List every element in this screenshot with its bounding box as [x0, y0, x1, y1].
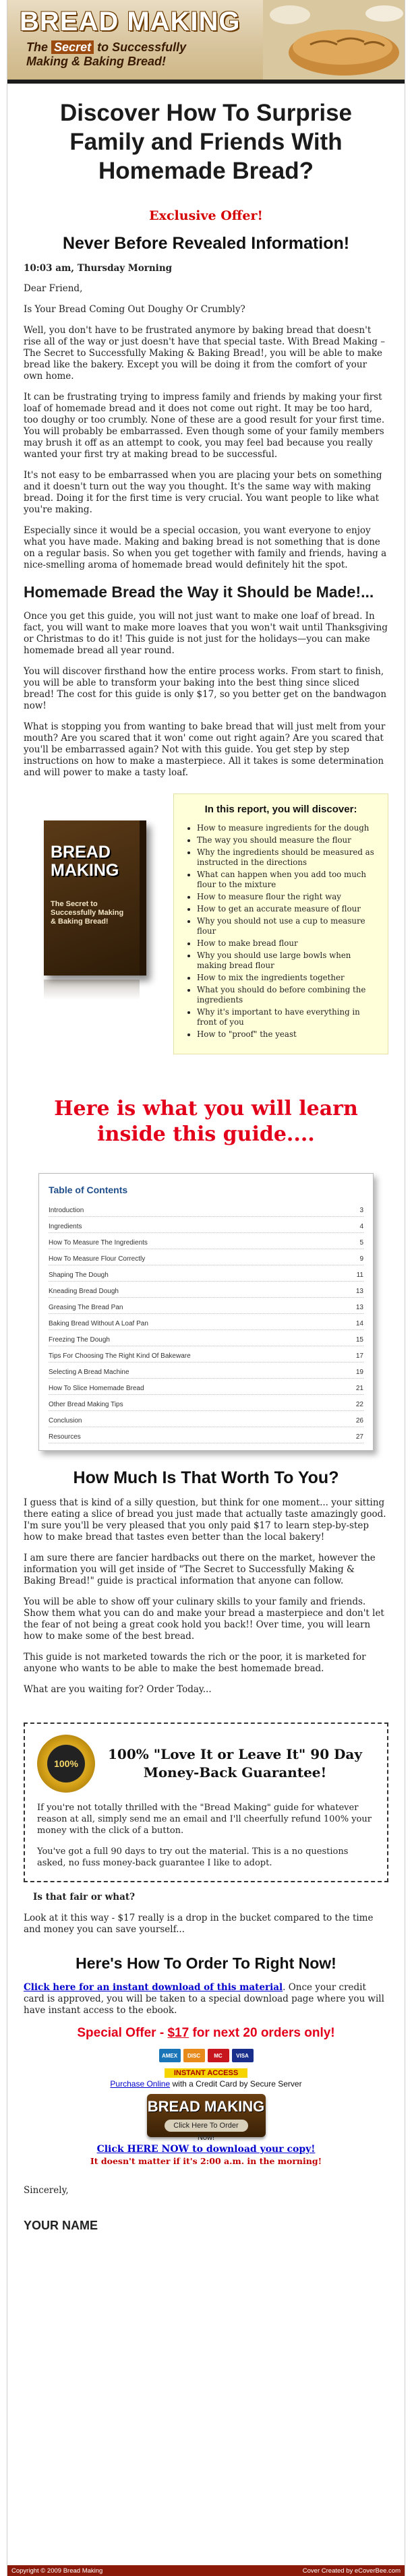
- toc-label: Greasing The Bread Pan: [49, 1304, 123, 1311]
- toc-row: [49, 1233, 363, 1249]
- worth-paragraph: You will be able to show off your culinary skills to your family and friends. Show them what you can do and make your bread a masterpiece and don't let the fear of not being a great cook hold you back!! Over time, you will learn how to make some of the best bread.: [24, 1596, 384, 1642]
- toc-label: Tips For Choosing The Right Kind Of Bakeware: [49, 1352, 191, 1360]
- order-title: Here's How To Order To Right Now!: [76, 1954, 336, 1972]
- toc-label: Freezing The Dough: [49, 1336, 110, 1344]
- report-item: • The way you should measure the flour: [197, 835, 377, 845]
- fair-paragraph: Look at it this way - $17 really is a drop in the bucket compared to the time and money you can save yourself...: [24, 1913, 374, 1935]
- order-button-title: BREAD MAKING: [147, 2098, 265, 2115]
- guarantee-seal-icon: [37, 1735, 95, 1793]
- toc-row: [49, 1249, 363, 1265]
- brand-sub-highlight: Secret: [51, 40, 94, 54]
- toc-page: 26: [355, 1417, 363, 1425]
- toc-page: 13: [355, 1288, 363, 1295]
- worth-paragraph: This guide is not marketed towards the rich or the poor, it is marketed for anyone who wants to be able to make the best homemade bread.: [24, 1652, 366, 1674]
- credit-cards: [24, 2049, 388, 2062]
- worth-paragraph: I am sure there are fancier hardbacks out there on the market, however the information you will get inside of "The Secret to Successfully Making & Baking Bread!" guide is practical information that anyone can follow.: [24, 1553, 376, 1586]
- toc-row: [49, 1379, 363, 1395]
- toc-image: [24, 1173, 388, 1451]
- section-paragraph: You will discover firsthand how the entire process works. From start to finish, you will be able to transform your baking into the best thing since sliced bread! The cost for this guide is only $17, so you better get on the bandwagon now!: [24, 666, 387, 711]
- guarantee-title: 100% "Love It or Leave It" 90 Day Money-Back Guarantee!: [108, 1746, 362, 1780]
- intro-greeting: Dear Friend,: [24, 283, 83, 294]
- learn-title: Here is what you will learn inside this guide....: [54, 1097, 358, 1146]
- toc-row: [49, 1314, 363, 1330]
- toc-row: [49, 1427, 363, 1443]
- section-homemade-title: Homemade Bread the Way it Should be Made!...: [24, 583, 374, 601]
- ebook-cover-image: [32, 820, 158, 1002]
- bread-image: [263, 0, 405, 80]
- report-box: [173, 793, 388, 1054]
- toc-row: [49, 1411, 363, 1427]
- report-item: • What can happen when you add too much flour to the mixture: [197, 870, 377, 890]
- brand-title: BREAD MAKING: [20, 7, 241, 36]
- report-item: • Why it's important to have everything in front of you: [197, 1007, 377, 1027]
- toc-rows: [49, 1201, 363, 1443]
- report-item: • Why you should not use a cup to measure flour: [197, 916, 377, 936]
- brand-subtitle: [26, 40, 186, 69]
- toc-page: 5: [359, 1239, 363, 1247]
- toc-label: Shaping The Dough: [49, 1271, 109, 1279]
- toc-title: Table of Contents: [49, 1185, 128, 1195]
- toc-label: How To Measure The Ingredients: [49, 1239, 148, 1247]
- report-section: [24, 793, 388, 1054]
- guarantee-paragraph: You've got a full 90 days to try out the material. This is a no questions asked, no fuss money-back guarantee I like to adopt.: [37, 1847, 349, 1868]
- purchase-post: with a Credit Card by Secure Server: [172, 2079, 302, 2089]
- toc-page: 17: [355, 1352, 363, 1360]
- instant-access-badge: INSTANT ACCESS: [165, 2068, 247, 2078]
- sales-page: [7, 0, 405, 2576]
- order-rest: . Once your credit card is approved, you will be taken to a special download page where you will have instant access to the ebook.: [24, 1982, 384, 2016]
- discover-icon: DISC: [183, 2049, 205, 2062]
- instant-download-link[interactable]: Click here for an instant download of this material: [24, 1982, 283, 1993]
- footer-bar: [7, 2565, 405, 2576]
- ebook-title-line2: MAKING: [51, 861, 119, 880]
- guarantee-box: [24, 1723, 388, 1882]
- toc-page: 22: [355, 1401, 363, 1408]
- never-revealed-title: Never Before Revealed Information!: [62, 234, 350, 253]
- intro-question: Is Your Bread Coming Out Doughy Or Crumbly?: [24, 304, 245, 315]
- toc-row: [49, 1201, 363, 1217]
- toc-label: Baking Bread Without A Loaf Pan: [49, 1320, 148, 1327]
- toc-page: 14: [355, 1320, 363, 1327]
- toc-page: 3: [359, 1207, 363, 1214]
- special-price: $17: [167, 2026, 189, 2040]
- report-list: [185, 823, 377, 1040]
- toc-page: 27: [355, 1433, 363, 1441]
- report-item: • Why you should use large bowls when making bread flour: [197, 951, 377, 971]
- main-content: [7, 98, 405, 2233]
- toc-label: How To Measure Flour Correctly: [49, 1255, 146, 1263]
- intro-paragraph: Well, you don't have to be frustrated anymore by baking bread that doesn't rise all of the way or just doesn't have that special taste. With Bread Making – The Secret to Successfully Making & Baking Bread!, you will be able to make bread like the bakery. Except you will be doing it from the comfort of your own home.: [24, 325, 385, 382]
- fair-question: Is that fair or what?: [33, 1892, 135, 1903]
- section-paragraph: Once you get this guide, you will not just want to make one loaf of bread. In fact, you will want to make more loaves that you won't wait until Thanksgiving or Christmas to do it! This guide is not just for the holidays—you can make homemade bread all year round.: [24, 611, 388, 656]
- toc-row: [49, 1282, 363, 1298]
- purchase-note: [24, 2079, 388, 2089]
- seal-text: 100%: [47, 1745, 85, 1783]
- report-item: • How to make bread flour: [197, 938, 377, 949]
- report-title: In this report, you will discover:: [204, 804, 357, 815]
- toc-row: [49, 1395, 363, 1411]
- toc-label: Kneading Bread Dough: [49, 1288, 119, 1295]
- intro-paragraph: Especially since it would be a special occasion, you want everyone to enjoy what you have made. Making and baking bread is not something that is done on a regular basis. So when you get together with family and friends, having a nice-smelling aroma of homemade bread would definitely hit the spot.: [24, 525, 387, 570]
- brand-sub-line2: Making & Baking Bread!: [26, 55, 167, 68]
- toc-page: 19: [355, 1369, 363, 1376]
- order-button-label: Click Here To Order Now!: [165, 2120, 248, 2132]
- toc-row: [49, 1298, 363, 1314]
- toc-page: 13: [355, 1304, 363, 1311]
- toc-row: [49, 1265, 363, 1282]
- toc-label: Selecting A Bread Machine: [49, 1369, 129, 1376]
- toc-label: Ingredients: [49, 1223, 82, 1230]
- order-now-button[interactable]: [147, 2094, 266, 2142]
- worth-paragraph: I guess that is kind of a silly question, but think for one moment... your sitting there eating a slice of bread you just made that actually taste amazingly good. I'm sure you'll be very pleased that you only paid $17 to learn step-by-step how to make bread that tastes even better than the local bakery!: [24, 1497, 386, 1542]
- worth-title: How Much Is That Worth To You?: [73, 1468, 339, 1487]
- report-item: • How to measure ingredients for the dough: [197, 823, 377, 833]
- brand-sub-pre: The: [26, 40, 49, 54]
- toc-row: [49, 1330, 363, 1346]
- footer-copyright: Copyright © 2009 Bread Making: [11, 2567, 103, 2575]
- page-headline: Discover How To Surprise Family and Friends With Homemade Bread?: [59, 100, 353, 184]
- sincerely: Sincerely,: [24, 2185, 69, 2196]
- toc-row: [49, 1362, 363, 1379]
- download-note: It doesn't matter if it's 2:00 a.m. in the morning!: [90, 2156, 322, 2166]
- special-post: for next 20 orders only!: [192, 2026, 335, 2040]
- toc-label: Resources: [49, 1433, 81, 1441]
- toc-page: 11: [356, 1271, 363, 1279]
- toc-row: [49, 1217, 363, 1233]
- guarantee-paragraph: If you're not totally thrilled with the "Bread Making" guide for whatever reason at all, simply send me an email and I'll cheerfully refund 100% your money with the click of a button.: [37, 1803, 372, 1836]
- toc-label: Introduction: [49, 1207, 84, 1214]
- visa-icon: VISA: [232, 2049, 254, 2062]
- special-pre: Special Offer -: [77, 2026, 165, 2040]
- report-item: • How to "proof" the yeast: [197, 1029, 377, 1040]
- ebook-title-line1: BREAD: [51, 843, 111, 862]
- header-banner: [7, 0, 405, 84]
- worth-paragraph: What are you waiting for? Order Today...: [24, 1684, 212, 1695]
- toc-label: Other Bread Making Tips: [49, 1401, 123, 1408]
- footer-credit: Cover Created by eCoverBee.com: [302, 2567, 401, 2575]
- mastercard-icon: MC: [208, 2049, 229, 2062]
- report-item: • How to measure flour the right way: [197, 892, 377, 902]
- toc-label: How To Slice Homemade Bread: [49, 1385, 144, 1392]
- intro-paragraph: It can be frustrating trying to impress family and friends by making your first loaf of homemade bread and it does not come out right. It may be too hard, too doughy or too crumbly. None of these are a good result for your first time. You will probably be embarrassed. Even though some of your family members may brush it off as an attempt to cook, you may feel bad because you really wanted your first try at making bread to be successful.: [24, 392, 385, 460]
- ebook-subtitle: The Secret to Successfully Making & Baking Bread!: [51, 900, 124, 926]
- report-item: • How to get an accurate measure of flour: [197, 904, 377, 914]
- purchase-online: Purchase Online: [110, 2079, 171, 2089]
- toc-page: 15: [355, 1336, 363, 1344]
- report-item: • What you should do before combining the ingredients: [197, 985, 377, 1005]
- toc-page: 4: [359, 1223, 363, 1230]
- download-copy-link[interactable]: Click HERE NOW to download your copy!: [96, 2144, 316, 2155]
- special-offer: [24, 2026, 388, 2041]
- toc-label: Conclusion: [49, 1417, 82, 1425]
- toc-page: 9: [359, 1255, 363, 1263]
- intro-paragraph: It's not easy to be embarrassed when you are placing your bets on something and it doesn't turn out the way you thought. It's the same way with making bread. Doing it for the first time is very crucial. You want people to like what you're making.: [24, 470, 382, 515]
- order-paragraph: [24, 1982, 388, 2016]
- amex-icon: AMEX: [159, 2049, 181, 2062]
- brand-sub-post: to Successfully: [97, 40, 187, 54]
- report-item: • How to mix the ingredients together: [197, 973, 377, 983]
- exclusive-offer: Exclusive Offer!: [149, 208, 263, 223]
- signature-name: YOUR NAME: [24, 2219, 98, 2232]
- toc-page: 21: [355, 1385, 363, 1392]
- toc-row: [49, 1346, 363, 1362]
- section-paragraph: What is stopping you from wanting to bake bread that will just melt from your mouth? Are you scared that it won' come out right again? Are you scared that you'll be embarrassed again? Not with this guide. You get step by step instructions on how to make a masterpiece. All it takes is some determination and will power to make a tasty loaf.: [24, 721, 386, 778]
- dateline: 10:03 am, Thursday Morning: [24, 263, 173, 274]
- report-item: • Why the ingredients should be measured as instructed in the directions: [197, 847, 377, 868]
